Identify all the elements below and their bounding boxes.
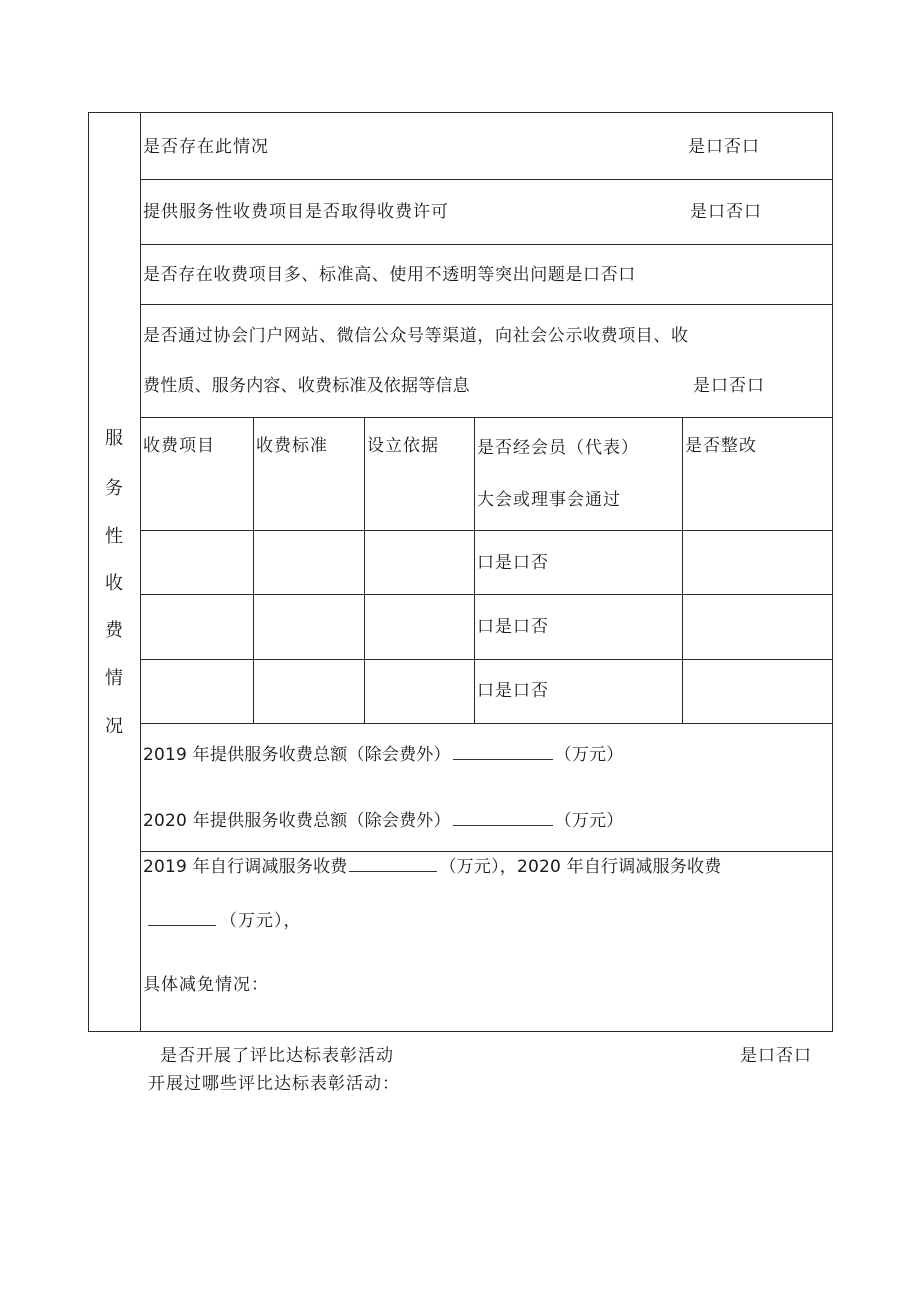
form-table: [88, 112, 833, 1032]
question-award-activities: 开展过哪些评比达标表彰活动：: [148, 1074, 400, 1094]
reduction-2019-blank[interactable]: [349, 857, 437, 872]
label-column-divider: [140, 112, 141, 1032]
reduction-line: 2019 年自行调减服务收费 （万元），2020 年自行调减服务收费: [143, 857, 722, 877]
section-label-char: 务: [105, 478, 123, 499]
reduction-line-cont: （万元），: [148, 910, 302, 932]
reduction-2020-blank[interactable]: [148, 911, 216, 926]
question-public-disclosure: 是否通过协会门户网站、微信公众号等渠道，向社会公示收费项目、收: [143, 326, 689, 346]
approved-choice[interactable]: 口是口否: [477, 617, 549, 637]
approved-choice[interactable]: 口是口否: [477, 681, 549, 701]
total-2019: 2019 年提供服务收费总额（除会费外） （万元）: [143, 745, 624, 765]
choice-exists[interactable]: 是口否口: [688, 137, 760, 157]
choice-public-disclosure[interactable]: 是口否口: [693, 376, 765, 396]
header-fee-standard: 收费标准: [256, 436, 328, 456]
header-approved: 是否经会员（代表）: [477, 438, 639, 458]
section-label-char: 收: [105, 573, 123, 594]
choice-awards[interactable]: 是口否口: [740, 1046, 812, 1066]
header-rectified: 是否整改: [685, 436, 757, 456]
header-basis: 设立依据: [367, 436, 439, 456]
total-2020-blank[interactable]: [453, 811, 553, 826]
header-approved-cont: 大会或理事会通过: [477, 490, 621, 510]
section-label-char: 服: [105, 428, 123, 449]
question-fee-license: 提供服务性收费项目是否取得收费许可: [143, 202, 449, 222]
question-fee-problems: 是否存在收费项目多、标准高、使用不透明等突出问题是口否口: [143, 265, 636, 285]
section-label: [100, 0, 128, 1301]
total-2020: 2020 年提供服务收费总额（除会费外） （万元）: [143, 811, 624, 831]
question-public-disclosure-cont: 费性质、服务内容、收费标准及依据等信息: [143, 376, 470, 396]
section-label-char: 况: [105, 716, 123, 737]
total-2019-blank[interactable]: [453, 745, 553, 760]
question-exists: 是否存在此情况: [143, 137, 269, 157]
section-label-char: 性: [105, 526, 123, 547]
section-label-char: 情: [105, 668, 123, 689]
question-awards: 是否开展了评比达标表彰活动: [160, 1046, 394, 1066]
choice-fee-license[interactable]: 是口否口: [690, 202, 762, 222]
reduction-details-label: 具体减免情况：: [143, 975, 269, 995]
header-fee-item: 收费项目: [143, 436, 215, 456]
section-label-char: 费: [105, 620, 123, 641]
approved-choice[interactable]: 口是口否: [477, 553, 549, 573]
